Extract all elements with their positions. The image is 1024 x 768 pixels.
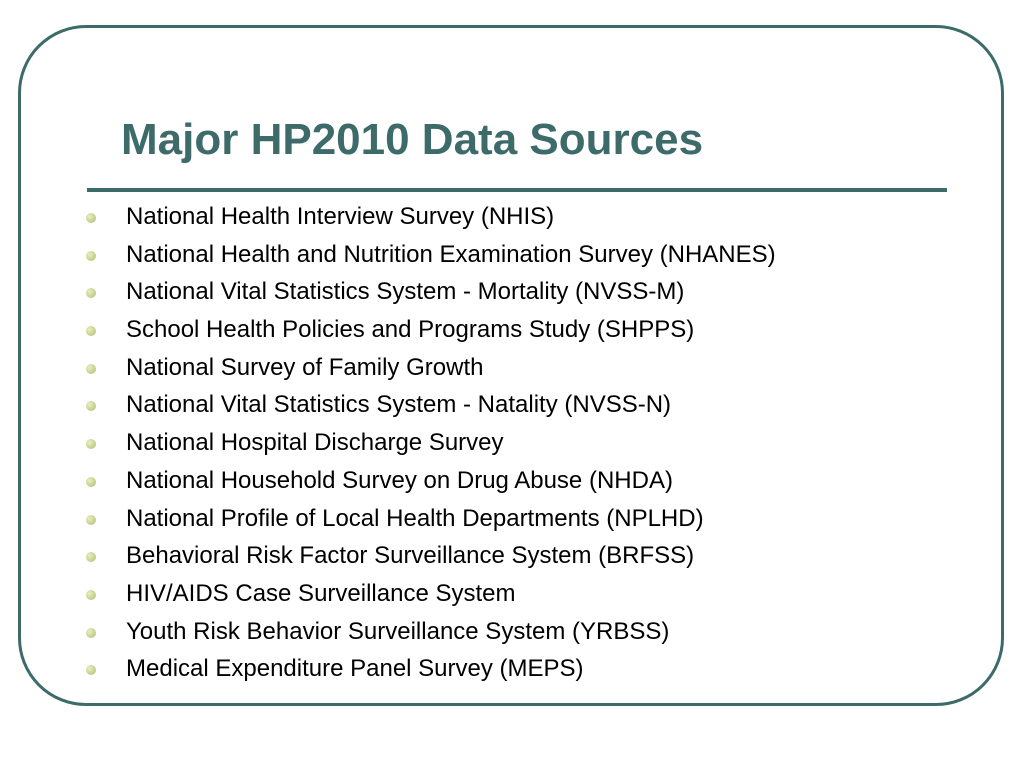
list-item [86, 273, 776, 311]
list-item-text: National Health and Nutrition Examination Survey (NHANES) [126, 240, 776, 268]
list-item-text: National Household Survey on Drug Abuse (NHDA) [126, 466, 673, 494]
bullet-dot-icon [86, 213, 96, 223]
list-item [86, 537, 776, 575]
list-item-text: Youth Risk Behavior Surveillance System (YRBSS) [126, 617, 670, 645]
bullet-dot-icon [86, 439, 96, 449]
bullet-dot-icon [86, 326, 96, 336]
list-item [86, 462, 776, 500]
bullet-dot-icon [86, 401, 96, 411]
list-item-text: National Hospital Discharge Survey [126, 429, 504, 457]
list-item-text: National Vital Statistics System - Natality (NVSS-N) [126, 391, 672, 419]
bullet-dot-icon [86, 364, 96, 374]
list-item-text: National Survey of Family Growth [126, 353, 484, 381]
list-item [86, 349, 776, 387]
list-item [86, 500, 776, 538]
title-underline [87, 188, 947, 192]
list-item-text: School Health Policies and Programs Study (SHPPS) [126, 316, 695, 344]
list-item [86, 650, 776, 688]
bullet-dot-icon [86, 477, 96, 487]
bullet-dot-icon [86, 515, 96, 525]
list-item [86, 575, 776, 613]
list-item [86, 198, 776, 236]
list-item [86, 236, 776, 274]
list-item-text: Behavioral Risk Factor Surveillance System (BRFSS) [126, 542, 695, 570]
bullet-dot-icon [86, 590, 96, 600]
bullet-dot-icon [86, 288, 96, 298]
list-item-text: Medical Expenditure Panel Survey (MEPS) [126, 655, 584, 683]
bullet-list [86, 198, 776, 688]
bullet-dot-icon [86, 552, 96, 562]
bullet-dot-icon [86, 251, 96, 261]
list-item [86, 386, 776, 424]
bullet-dot-icon [86, 628, 96, 638]
list-item [86, 613, 776, 651]
list-item [86, 424, 776, 462]
list-item-text: HIV/AIDS Case Surveillance System [126, 579, 516, 607]
list-item-text: National Profile of Local Health Departments (NPLHD) [126, 504, 704, 532]
bullet-dot-icon [86, 665, 96, 675]
slide-title: Major HP2010 Data Sources [121, 115, 704, 164]
list-item [86, 311, 776, 349]
list-item-text: National Health Interview Survey (NHIS) [126, 203, 555, 230]
list-item-text: National Vital Statistics System - Mortality (NVSS-M) [126, 278, 685, 306]
